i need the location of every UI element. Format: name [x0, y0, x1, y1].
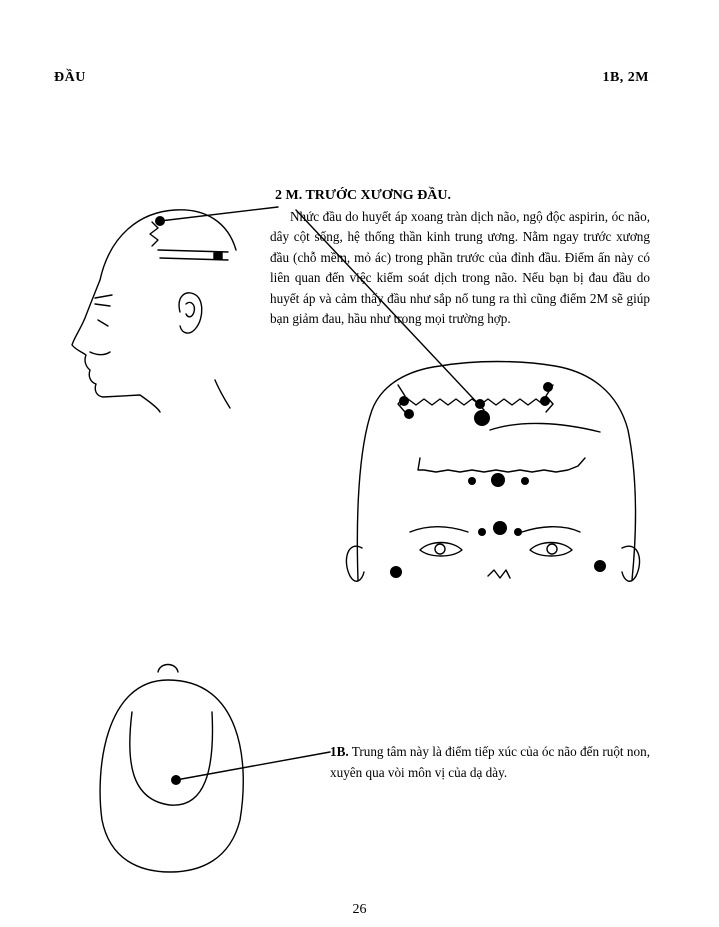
section-1b-label: 1B.	[330, 744, 349, 759]
section-1b-text	[330, 742, 650, 783]
running-header-right: 1B, 2M	[602, 70, 649, 85]
section-2m-body: Nhức đầu do huyết áp xoang tràn dịch não, ngộ độc aspirin, óc não, dây cột sống, hệ thống thần kinh trung ương. Nằm ngay trước xương đầu (chỗ mềm, mỏ ác) trong phần trước của đỉnh đầu. Điểm ấn này có liên quan đến việc kiểm soát dịch trong não. Nếu bạn bị đau đầu do huyết áp và cảm thấy đầu như sắp nổ tung ra thì cũng điểm 2M sẽ giúp bạn giảm đau, hầu như trong mọi trường hợp.	[270, 208, 650, 326]
point-2m-front	[474, 410, 490, 426]
page-number: 26	[352, 902, 367, 917]
side-profile-head-drawing	[72, 210, 236, 412]
leader-line-2m-side	[160, 207, 278, 221]
running-header-left: ĐẦU	[54, 70, 86, 85]
front-face-drawing	[346, 362, 639, 582]
section-2m-text	[270, 186, 650, 330]
section-2m-title: 2 M. TRƯỚC XƯƠNG ĐẦU.	[275, 188, 452, 203]
leader-line-1b	[176, 752, 330, 780]
point-1b	[171, 775, 181, 785]
top-view-head-drawing	[100, 665, 243, 873]
section-1b-body: Trung tâm này là điểm tiếp xúc của óc não đến ruột non, xuyên qua vòi môn vị của dạ dày.	[330, 744, 650, 780]
point-2m-side	[155, 216, 165, 226]
